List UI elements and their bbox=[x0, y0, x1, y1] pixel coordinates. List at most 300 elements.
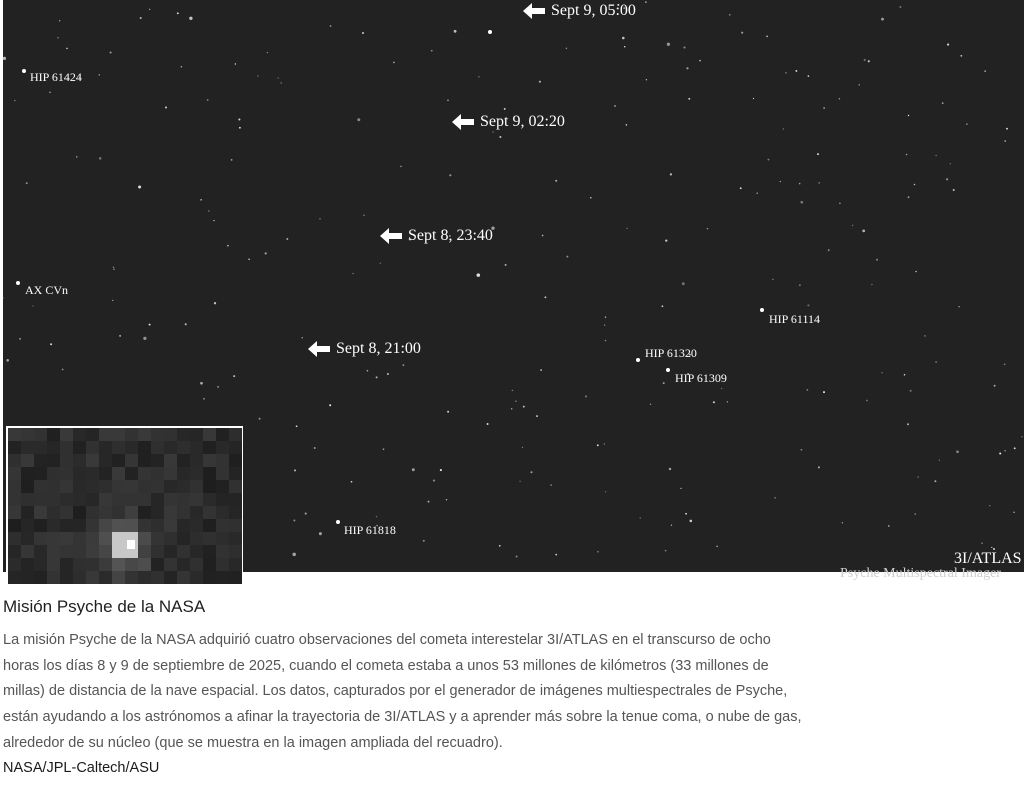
star-dot bbox=[446, 499, 448, 501]
inset-pixel bbox=[190, 467, 203, 480]
caption bbox=[3, 596, 823, 779]
star-dot bbox=[924, 335, 926, 337]
inset-pixel bbox=[138, 519, 151, 532]
inset-pixel bbox=[203, 519, 216, 532]
star-dot bbox=[62, 369, 64, 371]
inset-pixel bbox=[8, 467, 21, 480]
inset-pixel bbox=[177, 519, 190, 532]
inset-pixel bbox=[229, 441, 242, 454]
inset-pixel bbox=[21, 454, 34, 467]
star-dot bbox=[267, 52, 268, 53]
inset-pixel bbox=[125, 454, 138, 467]
bright-star bbox=[336, 520, 340, 524]
star-dot bbox=[329, 404, 331, 406]
inset-pixel bbox=[21, 467, 34, 480]
star-dot bbox=[876, 259, 878, 261]
star-dot bbox=[294, 469, 296, 471]
star-dot bbox=[862, 230, 865, 233]
inset-pixel bbox=[99, 428, 112, 441]
star-dot bbox=[690, 520, 693, 523]
timestamp-label bbox=[452, 113, 565, 131]
inset-pixel bbox=[21, 441, 34, 454]
star-dot bbox=[203, 398, 205, 400]
inset-pixel bbox=[86, 493, 99, 506]
star-dot bbox=[555, 554, 557, 556]
inset-pixel bbox=[73, 480, 86, 493]
star-dot bbox=[330, 25, 332, 27]
inset-pixel bbox=[151, 480, 164, 493]
inset-pixel bbox=[151, 428, 164, 441]
inset-pixel bbox=[177, 467, 190, 480]
star-dot bbox=[1021, 436, 1022, 437]
star-dot bbox=[402, 364, 404, 366]
star-dot bbox=[110, 51, 112, 53]
star-dot bbox=[864, 59, 866, 61]
star-dot bbox=[768, 159, 770, 161]
star-dot bbox=[727, 401, 728, 402]
inset-pixel bbox=[112, 571, 125, 584]
inset-pixel bbox=[99, 467, 112, 480]
inset-pixel bbox=[47, 454, 60, 467]
inset-pixel bbox=[34, 441, 47, 454]
inset-pixel bbox=[21, 519, 34, 532]
star-dot bbox=[626, 124, 627, 125]
star-dot bbox=[721, 388, 722, 389]
star-dot bbox=[908, 196, 910, 198]
star-dot bbox=[1004, 450, 1006, 452]
star-dot bbox=[881, 18, 884, 21]
timestamp-text: Sept 8, 21:00 bbox=[336, 340, 421, 357]
inset-pixel bbox=[86, 506, 99, 519]
caption-text: La misión Psyche de la NASA adquirió cuatro observaciones del cometa interestelar 3I/ATLAS en el transcurso de ocho horas los días 8 y 9 de septiembre de 2025, cuando el cometa estaba a unos 53 millones de kilómetros (33 millones de millas) de distancia de la nave espacial. Los datos, capturados por el generador de imágenes multiespectrales de Psyche, están ayudando a los astrónomos a afinar la trayectoria de 3I/ATLAS y a aprender más sobre la tenue coma, o nube de gas, alrededor de su núcleo (que se muestra en la imagen ampliada del recuadro). bbox=[3, 632, 802, 751]
inset-pixel bbox=[177, 480, 190, 493]
star-dot bbox=[200, 199, 202, 201]
star-dot bbox=[823, 107, 824, 108]
inset-pixel bbox=[112, 428, 125, 441]
star-dot bbox=[544, 296, 546, 298]
inset-pixel bbox=[203, 571, 216, 584]
inset-pixel bbox=[177, 571, 190, 584]
inset-pixel bbox=[138, 428, 151, 441]
star-dot bbox=[605, 340, 607, 342]
star-dot bbox=[177, 12, 179, 14]
inset-pixel bbox=[138, 480, 151, 493]
inset-pixel bbox=[151, 493, 164, 506]
star-dot bbox=[14, 100, 16, 102]
inset-pixel bbox=[34, 532, 47, 545]
inset-pixel bbox=[151, 467, 164, 480]
star-dot bbox=[292, 553, 295, 556]
inset-pixel bbox=[125, 571, 138, 584]
star-dot bbox=[1004, 140, 1006, 142]
star-dot bbox=[265, 252, 267, 254]
inset-pixel bbox=[164, 480, 177, 493]
inset-pixel bbox=[125, 428, 138, 441]
star-dot bbox=[512, 390, 513, 391]
inset-pixel bbox=[99, 558, 112, 571]
inset-pixel bbox=[164, 454, 177, 467]
star-dot bbox=[165, 106, 167, 108]
inset-pixel bbox=[73, 545, 86, 558]
inset-pixel bbox=[229, 454, 242, 467]
star-dot bbox=[383, 448, 385, 450]
star-dot bbox=[842, 522, 843, 523]
star-dot bbox=[614, 105, 616, 107]
star-dot bbox=[213, 220, 214, 221]
inset-pixel bbox=[60, 467, 73, 480]
inset-pixel bbox=[8, 428, 21, 441]
inset-pixel bbox=[190, 506, 203, 519]
star-dot bbox=[362, 32, 364, 34]
star-dot bbox=[828, 249, 830, 251]
star-dot bbox=[296, 425, 298, 427]
inset-pixel bbox=[47, 506, 60, 519]
inset-pixel bbox=[125, 558, 138, 571]
star-dot bbox=[1006, 128, 1008, 130]
star-dot bbox=[785, 72, 786, 73]
star-dot bbox=[910, 390, 912, 392]
star-dot bbox=[626, 228, 627, 229]
star-dot bbox=[688, 98, 690, 100]
inset-pixel bbox=[21, 480, 34, 493]
star-dot bbox=[478, 76, 479, 77]
star-dot bbox=[99, 74, 100, 75]
inset-pixel bbox=[60, 545, 73, 558]
star-dot bbox=[605, 316, 606, 317]
inset-pixel bbox=[203, 428, 216, 441]
left-arrow-icon bbox=[308, 341, 330, 357]
star-dot bbox=[57, 37, 58, 38]
star-dot bbox=[248, 258, 250, 260]
star-dot bbox=[808, 75, 810, 77]
inset-pixel bbox=[86, 428, 99, 441]
inset-pixel bbox=[34, 506, 47, 519]
inset-pixel bbox=[216, 493, 229, 506]
star-dot bbox=[505, 264, 507, 266]
star-dot bbox=[904, 374, 906, 376]
star-dot bbox=[686, 67, 688, 69]
star-dot bbox=[433, 480, 435, 482]
star-dot bbox=[380, 263, 381, 264]
star-dot bbox=[515, 400, 516, 401]
star-dot bbox=[278, 77, 279, 78]
bright-star bbox=[760, 308, 764, 312]
inset-pixel bbox=[216, 441, 229, 454]
inset-pixel bbox=[47, 428, 60, 441]
star-dot bbox=[899, 6, 901, 8]
bright-star bbox=[636, 358, 640, 362]
inset-pixel bbox=[47, 532, 60, 545]
star-dot bbox=[566, 48, 567, 49]
star-dot bbox=[367, 370, 369, 372]
inset-pixel bbox=[8, 441, 21, 454]
star-dot bbox=[934, 480, 936, 482]
star-dot bbox=[239, 127, 241, 129]
star-dot bbox=[286, 238, 288, 240]
inset-pixel bbox=[86, 571, 99, 584]
inset-pixel bbox=[138, 545, 151, 558]
star-dot bbox=[181, 66, 183, 68]
star-dot bbox=[454, 30, 457, 33]
star-dot bbox=[818, 466, 820, 468]
inset-pixel bbox=[203, 532, 216, 545]
inset-pixel bbox=[190, 428, 203, 441]
bright-star bbox=[666, 368, 670, 372]
star-dot bbox=[622, 37, 625, 40]
inset-pixel bbox=[177, 493, 190, 506]
inset-pixel bbox=[86, 558, 99, 571]
star-dot bbox=[685, 513, 687, 515]
star-dot bbox=[376, 516, 377, 517]
inset-pixel bbox=[164, 545, 177, 558]
comet-nucleus bbox=[127, 540, 135, 549]
star-dot bbox=[624, 46, 625, 47]
inset-pixel bbox=[73, 519, 86, 532]
star-dot bbox=[984, 70, 986, 72]
inset-pixel bbox=[203, 493, 216, 506]
star-dot bbox=[477, 273, 481, 277]
inset-pixel bbox=[86, 454, 99, 467]
star-dot bbox=[447, 100, 448, 101]
inset-pixel bbox=[21, 428, 34, 441]
inset-pixel bbox=[190, 571, 203, 584]
star-dot bbox=[26, 182, 28, 184]
inset-pixel bbox=[216, 571, 229, 584]
inset-pixel bbox=[164, 441, 177, 454]
star-dot bbox=[140, 17, 142, 19]
star-dot bbox=[817, 153, 819, 155]
star-dot bbox=[504, 108, 506, 110]
inset-pixel bbox=[60, 428, 73, 441]
star-dot bbox=[670, 173, 672, 175]
inset-pixel bbox=[216, 454, 229, 467]
star-dot bbox=[807, 304, 809, 306]
star-dot bbox=[914, 513, 916, 515]
inset-pixel bbox=[125, 493, 138, 506]
zoomed-inset bbox=[6, 426, 243, 578]
star-dot bbox=[1004, 363, 1006, 365]
star-dot bbox=[357, 118, 360, 121]
inset-pixel bbox=[177, 545, 190, 558]
star-dot bbox=[699, 60, 701, 62]
inset-pixel bbox=[60, 571, 73, 584]
inset-pixel bbox=[216, 428, 229, 441]
inset-pixel bbox=[99, 571, 112, 584]
star-dot bbox=[400, 166, 401, 167]
star-dot bbox=[667, 43, 670, 46]
inset-pixel bbox=[164, 428, 177, 441]
inset-pixel bbox=[86, 519, 99, 532]
star-dot bbox=[149, 324, 151, 326]
star-dot bbox=[363, 215, 365, 217]
inset-pixel bbox=[229, 506, 242, 519]
inset-pixel bbox=[138, 506, 151, 519]
inset-pixel bbox=[151, 558, 164, 571]
inset-pixel bbox=[73, 441, 86, 454]
inset-pixel bbox=[177, 454, 190, 467]
inset-pixel bbox=[60, 519, 73, 532]
inset-pixel bbox=[47, 519, 60, 532]
star-dot bbox=[519, 481, 520, 482]
inset-pixel bbox=[34, 519, 47, 532]
star-dot bbox=[499, 545, 501, 547]
inset-pixel bbox=[21, 506, 34, 519]
inset-pixel bbox=[177, 558, 190, 571]
inset-pixel bbox=[151, 571, 164, 584]
star-dot bbox=[3, 57, 6, 60]
star-dot bbox=[800, 201, 803, 204]
star-dot bbox=[999, 452, 1001, 454]
inset-pixel bbox=[125, 506, 138, 519]
star-dot bbox=[729, 14, 731, 16]
star-dot bbox=[772, 279, 774, 281]
star-dot bbox=[640, 517, 641, 518]
inset-pixel bbox=[8, 571, 21, 584]
star-dot bbox=[939, 460, 940, 461]
inset-pixel bbox=[73, 558, 86, 571]
timestamp-label bbox=[380, 227, 493, 245]
inset-pixel bbox=[203, 467, 216, 480]
inset-pixel bbox=[125, 480, 138, 493]
comet-label: 3I/ATLAS bbox=[954, 550, 1022, 567]
inset-pixel bbox=[34, 467, 47, 480]
inset-pixels bbox=[8, 428, 241, 578]
star-dot bbox=[966, 123, 968, 125]
inset-pixel bbox=[47, 545, 60, 558]
inset-pixel bbox=[138, 454, 151, 467]
star-dot bbox=[227, 245, 229, 247]
inset-pixel bbox=[229, 480, 242, 493]
inset-pixel bbox=[138, 532, 151, 545]
star-dot bbox=[753, 98, 754, 99]
star-dot bbox=[523, 406, 525, 408]
star-dot bbox=[823, 391, 825, 393]
inset-pixel bbox=[216, 532, 229, 545]
inset-pixel bbox=[229, 571, 242, 584]
inset-pixel bbox=[203, 454, 216, 467]
inset-pixel bbox=[203, 506, 216, 519]
inset-pixel bbox=[229, 558, 242, 571]
inset-pixel bbox=[99, 493, 112, 506]
left-arrow-icon bbox=[380, 228, 402, 244]
caption-credit: NASA/JPL-Caltech/ASU bbox=[3, 759, 160, 776]
bright-star bbox=[22, 69, 26, 73]
inset-pixel bbox=[8, 493, 21, 506]
inset-pixel bbox=[73, 571, 86, 584]
star-dot bbox=[682, 282, 685, 285]
star-label: HIP 61309 bbox=[675, 371, 727, 385]
inset-pixel bbox=[21, 558, 34, 571]
star-dot bbox=[866, 400, 868, 402]
inset-pixel bbox=[60, 532, 73, 545]
star-dot bbox=[956, 450, 959, 453]
timestamp-label bbox=[308, 340, 421, 358]
star-dot bbox=[881, 372, 882, 373]
star-dot bbox=[59, 20, 60, 21]
star-dot bbox=[511, 408, 513, 410]
star-dot bbox=[989, 505, 990, 506]
star-dot bbox=[935, 155, 936, 156]
inset-pixel bbox=[8, 532, 21, 545]
inset-pixel bbox=[190, 519, 203, 532]
inset-pixel bbox=[112, 480, 125, 493]
inset-pixel bbox=[190, 532, 203, 545]
inset-pixel bbox=[47, 480, 60, 493]
star-dot bbox=[946, 178, 948, 180]
star-label: HIP 61424 bbox=[30, 70, 82, 84]
star-dot bbox=[597, 551, 599, 553]
inset-pixel bbox=[138, 558, 151, 571]
left-arrow-icon bbox=[523, 3, 545, 19]
inset-pixel bbox=[86, 441, 99, 454]
star-dot bbox=[428, 501, 430, 503]
inset-pixel bbox=[99, 454, 112, 467]
star-dot bbox=[32, 305, 33, 306]
star-dot bbox=[604, 325, 605, 326]
star-dot bbox=[795, 70, 797, 72]
inset-pixel bbox=[229, 493, 242, 506]
inset-pixel bbox=[8, 480, 21, 493]
star-dot bbox=[991, 547, 992, 548]
star-dot bbox=[914, 184, 916, 186]
star-dot bbox=[499, 136, 501, 138]
star-dot bbox=[431, 50, 433, 52]
star-dot bbox=[305, 513, 307, 515]
star-dot bbox=[314, 447, 316, 449]
star-dot bbox=[859, 84, 860, 85]
star-dot bbox=[839, 98, 841, 100]
star-dot bbox=[352, 273, 353, 274]
inset-pixel bbox=[216, 480, 229, 493]
inset-pixel bbox=[47, 571, 60, 584]
inset-pixel bbox=[229, 532, 242, 545]
inset-pixel bbox=[99, 519, 112, 532]
inset-pixel bbox=[112, 532, 125, 545]
star-dot bbox=[906, 154, 908, 156]
inset-pixel bbox=[203, 480, 216, 493]
star-dot bbox=[799, 284, 801, 286]
inset-pixel bbox=[229, 428, 242, 441]
inset-pixel bbox=[21, 493, 34, 506]
star-dot bbox=[447, 411, 449, 413]
caption-title: Misión Psyche de la NASA bbox=[3, 597, 206, 616]
inset-pixel bbox=[216, 519, 229, 532]
bright-star bbox=[16, 281, 20, 285]
star-dot bbox=[585, 395, 587, 397]
star-dot bbox=[669, 468, 671, 470]
timestamp-text: Sept 9, 02:20 bbox=[480, 113, 565, 130]
inset-pixel bbox=[47, 441, 60, 454]
bright-star bbox=[488, 30, 492, 34]
star-dot bbox=[259, 418, 261, 420]
star-dot bbox=[716, 546, 718, 548]
inset-pixel bbox=[177, 428, 190, 441]
inset-pixel bbox=[73, 493, 86, 506]
star-dot bbox=[76, 156, 77, 157]
star-dot bbox=[143, 337, 146, 340]
star-dot bbox=[376, 376, 378, 378]
inset-pixel bbox=[73, 506, 86, 519]
star-dot bbox=[597, 444, 599, 446]
star-dot bbox=[683, 46, 685, 48]
inset-pixel bbox=[190, 480, 203, 493]
star-dot bbox=[516, 556, 518, 558]
star-dot bbox=[185, 323, 187, 325]
inset-pixel bbox=[99, 480, 112, 493]
star-dot bbox=[536, 415, 538, 417]
star-dot bbox=[740, 187, 742, 189]
star-dot bbox=[839, 202, 841, 204]
